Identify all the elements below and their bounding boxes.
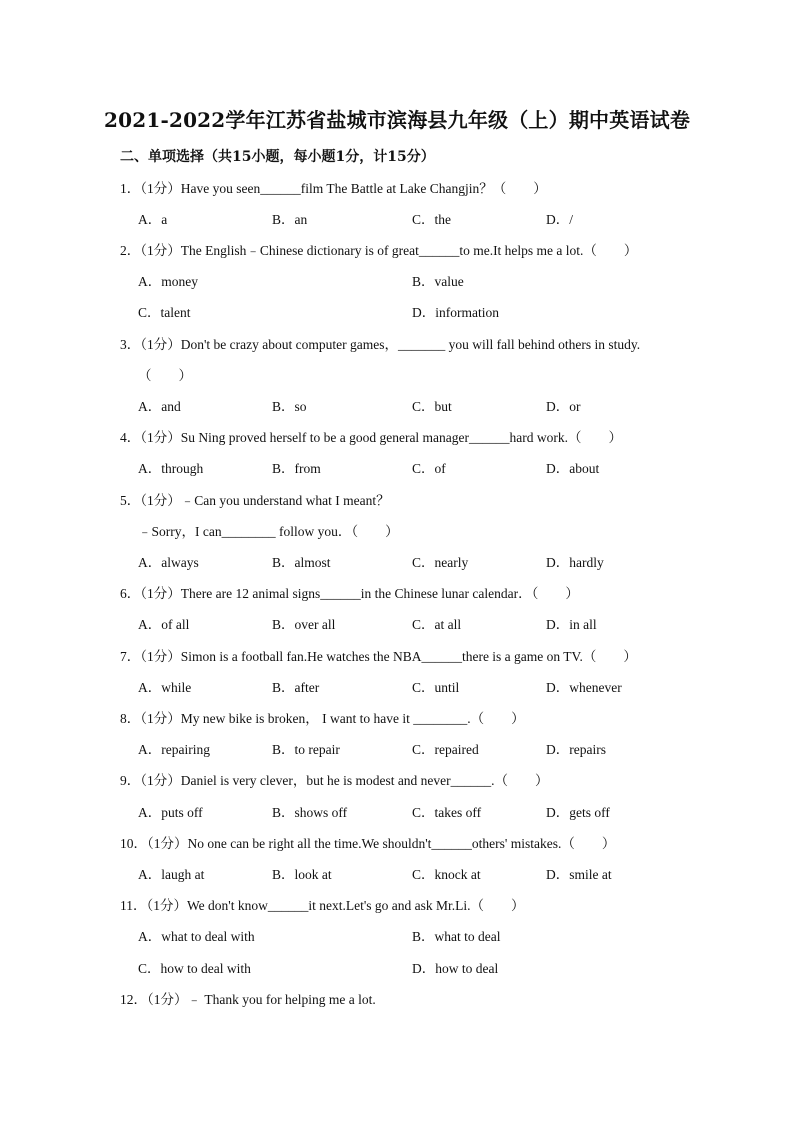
q5-option-d[interactable]: D．hardly <box>546 555 604 570</box>
q6-option-c[interactable]: C．at all <box>412 617 462 632</box>
q10-option-c[interactable]: C．knock at <box>412 867 481 882</box>
question-1: 1．（1分）Have you seen______film The Battle at Lake Changjin？（ ） <box>120 181 547 196</box>
question-2: 2．（1分）The English﹣Chinese dictionary is of great______to me.It helps me a lot.（ ） <box>120 243 638 258</box>
q11-option-c[interactable]: C．how to deal with <box>138 961 251 976</box>
q4-option-a[interactable]: A．through <box>138 461 204 476</box>
section-heading: 二、单项选择（共15小题，每小题1分，计15分） <box>120 149 435 165</box>
q2-option-b[interactable]: B．value <box>412 274 464 289</box>
q8-option-b[interactable]: B．to repair <box>272 742 340 757</box>
q9-option-a[interactable]: A．puts off <box>138 805 203 820</box>
q1-option-b[interactable]: B．an <box>272 212 308 227</box>
q9-option-d[interactable]: D．gets off <box>546 805 610 820</box>
q9-option-c[interactable]: C．takes off <box>412 805 482 820</box>
q5-option-c[interactable]: C．nearly <box>412 555 469 570</box>
q7-option-d[interactable]: D．whenever <box>546 680 622 695</box>
q9-option-b[interactable]: B．shows off <box>272 805 348 820</box>
question-12: 12．（1分）﹣ Thank you for helping me a lot. <box>120 992 376 1007</box>
q1-option-a[interactable]: A．a <box>138 212 168 227</box>
q5-option-a[interactable]: A．always <box>138 555 199 570</box>
q8-option-c[interactable]: C．repaired <box>412 742 479 757</box>
question-11: 11．（1分）We don't know______it next.Let's go and ask Mr.Li.（ ） <box>120 898 525 913</box>
q3-option-d[interactable]: D．or <box>546 399 581 414</box>
q10-option-d[interactable]: D．smile at <box>546 867 612 882</box>
q3-option-a[interactable]: A．and <box>138 399 181 414</box>
q11-option-d[interactable]: D．how to deal <box>412 961 499 976</box>
q2-option-c[interactable]: C．talent <box>138 305 191 320</box>
q6-option-a[interactable]: A．of all <box>138 617 190 632</box>
q3-option-c[interactable]: C．but <box>412 399 452 414</box>
q8-option-a[interactable]: A．repairing <box>138 742 210 757</box>
question-5: 5．（1分）﹣Can you understand what I meant？ <box>120 493 390 508</box>
question-6: 6．（1分）There are 12 animal signs______in the Chinese lunar calendar．（ ） <box>120 586 579 601</box>
q4-option-d[interactable]: D．about <box>546 461 600 476</box>
question-8: 8．（1分）My new bike is broken， I want to have it ________.（ ） <box>120 711 525 726</box>
q4-option-c[interactable]: C．of <box>412 461 446 476</box>
question-3-continued: （ ） <box>138 368 192 383</box>
q11-option-b[interactable]: B．what to deal <box>412 929 501 944</box>
q2-option-a[interactable]: A．money <box>138 274 198 289</box>
q11-option-a[interactable]: A．what to deal with <box>138 929 255 944</box>
question-7: 7．（1分）Simon is a football fan.He watches the NBA______there is a game on TV.（ ） <box>120 649 637 664</box>
q7-option-a[interactable]: A．while <box>138 680 192 695</box>
q2-option-d[interactable]: D．information <box>412 305 499 320</box>
q6-option-d[interactable]: D．in all <box>546 617 597 632</box>
q4-option-b[interactable]: B．from <box>272 461 321 476</box>
question-9: 9．（1分）Daniel is very clever，but he is modest and never______.（ ） <box>120 773 549 788</box>
question-3: 3．（1分）Don't be crazy about computer games，_______ you will fall behind others in study. <box>120 337 641 352</box>
q1-option-d[interactable]: D．/ <box>546 212 573 227</box>
q1-option-c[interactable]: C．the <box>412 212 451 227</box>
q7-option-b[interactable]: B．after <box>272 680 320 695</box>
q7-option-c[interactable]: C．until <box>412 680 460 695</box>
question-4: 4．（1分）Su Ning proved herself to be a good general manager______hard work.（ ） <box>120 430 623 445</box>
question-5-continued: ﹣Sorry，I can________ follow you．（ ） <box>138 524 399 539</box>
q8-option-d[interactable]: D．repairs <box>546 742 606 757</box>
q5-option-b[interactable]: B．almost <box>272 555 331 570</box>
q3-option-b[interactable]: B．so <box>272 399 307 414</box>
q10-option-b[interactable]: B．look at <box>272 867 332 882</box>
question-10: 10．（1分）No one can be right all the time.We shouldn't______others' mistakes.（ ） <box>120 836 616 851</box>
q6-option-b[interactable]: B．over all <box>272 617 336 632</box>
q10-option-a[interactable]: A．laugh at <box>138 867 205 882</box>
document-title: 2021-2022学年江苏省盐城市滨海县九年级（上）期中英语试卷 <box>103 108 691 132</box>
